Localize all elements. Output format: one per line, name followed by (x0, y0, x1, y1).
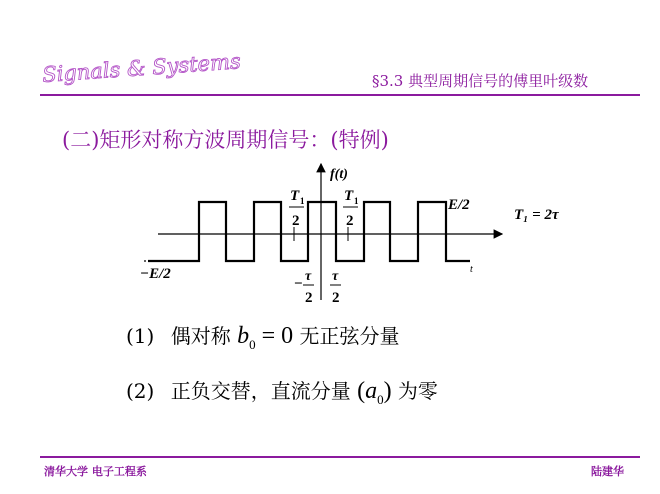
point-2-text-a: 正负交替，直流分量 (170, 379, 351, 403)
formula-close-paren: ) (383, 378, 392, 404)
point-2 (126, 375, 438, 408)
logo-text: Signals & Systems (41, 49, 242, 88)
fraction-denominator: 2 (292, 213, 300, 229)
formula-variable: b (237, 323, 250, 349)
lower-level-label: −E/2 (140, 266, 171, 282)
pos-half-tau-fraction (330, 269, 341, 306)
x-axis-label: t (470, 264, 473, 275)
point-2-text-b: 为零 (397, 379, 438, 403)
point-1-formula (237, 323, 294, 352)
point-1-text-a: 偶对称 (170, 324, 231, 348)
formula-variable: a (365, 378, 378, 404)
minus-sign: − (294, 276, 303, 292)
fraction-numerator-subscript: 1 (300, 196, 305, 206)
y-axis-label: f(t) (330, 167, 348, 182)
point-1-label: (1) (126, 324, 155, 348)
period-relation-label: T₁ = 2τ (514, 207, 559, 223)
neg-half-tau-fraction (294, 269, 314, 306)
fraction-numerator: τ (332, 269, 339, 284)
fraction-numerator-subscript: 1 (354, 196, 359, 206)
section-title: §3.3 典型周期信号的傅里叶级数 (372, 72, 589, 90)
formula-open-paren: ( (357, 378, 366, 404)
fraction-denominator: 2 (332, 290, 340, 306)
fraction-numerator: T (290, 188, 300, 204)
neg-half-period-fraction (289, 188, 305, 229)
fraction-denominator: 2 (305, 290, 313, 306)
formula-subscript: 0 (377, 391, 384, 407)
point-2-label: (2) (126, 379, 155, 403)
pos-half-period-fraction (343, 188, 359, 229)
bottom-divider (40, 456, 640, 458)
point-2-formula (357, 378, 392, 407)
formula-subscript: 0 (249, 336, 256, 352)
square-wave (148, 202, 470, 261)
fraction-denominator: 2 (346, 213, 354, 229)
fraction-numerator: T (344, 188, 354, 204)
footer-author: 陆建华 (591, 465, 624, 478)
fraction-numerator: τ (305, 269, 312, 284)
upper-level-label: E/2 (448, 197, 470, 213)
footer-affiliation: 清华大学 电子工程系 (44, 465, 147, 478)
slide-heading: (二)矩形对称方波周期信号：(特例) (62, 128, 389, 152)
formula-equals-zero: = 0 (255, 323, 294, 349)
point-1 (126, 320, 399, 353)
point-1-text-b: 无正弦分量 (299, 324, 400, 348)
